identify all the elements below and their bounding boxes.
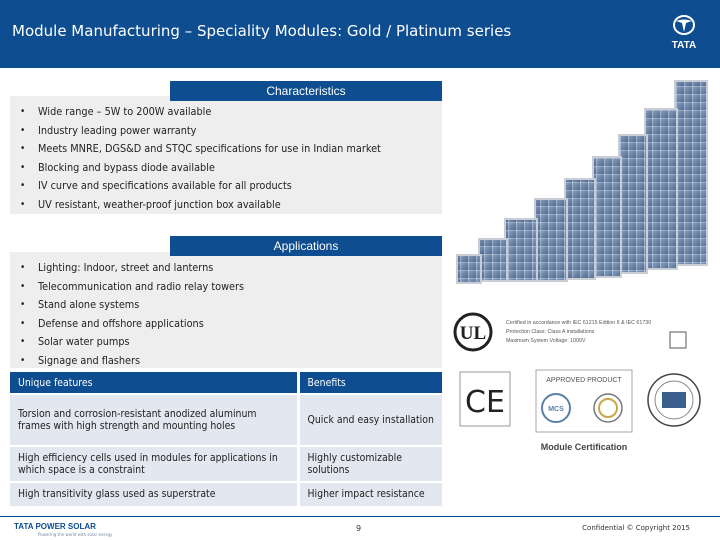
benefit-cell: Quick and easy installation xyxy=(298,394,442,446)
applications-item: • Signage and flashers xyxy=(20,352,244,371)
table-row xyxy=(10,446,442,482)
tata-logo-text: TATA xyxy=(671,40,697,51)
applications-item: • Telecommunication and radio relay towers xyxy=(20,278,244,297)
applications-list xyxy=(20,259,244,371)
ul-cert-line-2: Protection Class: Class A installations xyxy=(506,329,595,335)
characteristics-item: • UV resistant, weather-proof junction box available xyxy=(20,196,381,215)
applications-item: • Solar water pumps xyxy=(20,333,244,352)
characteristics-list xyxy=(20,103,381,215)
characteristics-item: • IV curve and specifications available for all products xyxy=(20,177,381,196)
solar-panels-image xyxy=(452,78,712,286)
page-title: Module Manufacturing – Speciality Modules: Gold / Platinum series xyxy=(12,22,512,40)
characteristics-item: • Wide range – 5W to 200W available xyxy=(20,103,381,122)
tata-logo-icon xyxy=(662,12,706,56)
svg-text:MCS: MCS xyxy=(548,406,564,413)
benefit-cell: Highly customizable solutions xyxy=(298,446,442,482)
characteristics-item: • Industry leading power warranty xyxy=(20,122,381,141)
certification-caption: Module Certification xyxy=(540,442,628,452)
table-row xyxy=(10,394,442,446)
feature-cell: Torsion and corrosion-resistant anodized aluminum frames with high strength and mounting holes xyxy=(10,394,298,446)
applications-heading: Applications xyxy=(170,236,442,256)
svg-text:UL: UL xyxy=(459,323,487,344)
ul-cert-line-1: Certified in accordance with IEC 61215 Edition II & IEC 61730 xyxy=(506,320,652,326)
footer-divider xyxy=(0,516,720,517)
footer-tagline: Powering the world with solar energy xyxy=(38,532,113,537)
table-row xyxy=(10,482,442,506)
table-header-row xyxy=(10,372,442,394)
svg-text:APPROVED PRODUCT: APPROVED PRODUCT xyxy=(546,377,622,384)
features-benefits-table xyxy=(10,372,442,506)
ul-cert-line-3: Maximum System Voltage: 1000V xyxy=(506,338,586,344)
applications-item: • Defense and offshore applications xyxy=(20,315,244,334)
feature-cell: High transitivity glass used as superstrate xyxy=(10,482,298,506)
applications-item: • Stand alone systems xyxy=(20,296,244,315)
benefits-header: Benefits xyxy=(298,372,442,394)
copyright-text: Confidential © Copyright 2015 xyxy=(582,524,690,532)
characteristics-heading: Characteristics xyxy=(170,81,442,101)
unique-features-header: Unique features xyxy=(10,372,298,394)
characteristics-item: • Meets MNRE, DGS&D and STQC specifications for use in Indian market xyxy=(20,140,381,159)
benefit-cell: Higher impact resistance xyxy=(298,482,442,506)
module-certification-image xyxy=(448,300,716,460)
footer-brand: TATA POWER SOLAR xyxy=(14,522,96,531)
characteristics-item: • Blocking and bypass diode available xyxy=(20,159,381,178)
applications-item: • Lighting: Indoor, street and lanterns xyxy=(20,259,244,278)
svg-text:CE: CE xyxy=(465,385,505,420)
title-bar xyxy=(0,0,720,68)
feature-cell: High efficiency cells used in modules for applications in which space is a constraint xyxy=(10,446,298,482)
page-number: 9 xyxy=(356,524,362,533)
